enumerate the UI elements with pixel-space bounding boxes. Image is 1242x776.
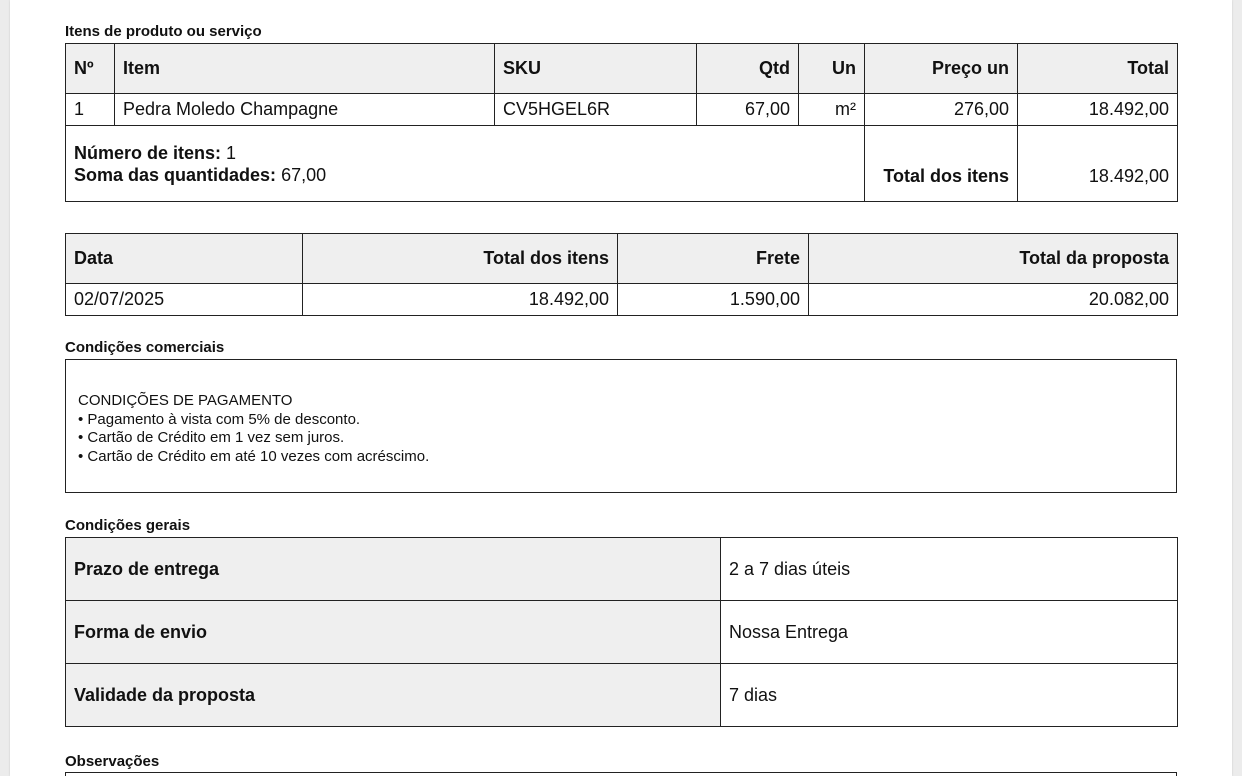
items-section-title: Itens de produto ou serviço	[65, 23, 262, 40]
cell-date: 02/07/2025	[66, 284, 303, 316]
items-header-row	[66, 44, 1178, 94]
table-row	[66, 284, 1178, 316]
sum-qty-label: Soma das quantidades:	[74, 164, 277, 185]
commercial-conditions-title: Condições comerciais	[65, 339, 225, 356]
delivery-time-value: 2 a 7 dias úteis	[721, 538, 1178, 601]
cell-freight: 1.590,00	[618, 284, 809, 316]
table-row	[66, 601, 1178, 664]
totals-header-row	[66, 234, 1178, 284]
sum-qty-value: 67,00	[281, 164, 327, 185]
observations-title: Observações	[65, 753, 160, 770]
col-header-date: Data	[66, 234, 303, 284]
col-header-proposal-total: Total da proposta	[809, 234, 1178, 284]
col-header-unit-price: Preço un	[865, 44, 1018, 94]
col-header-unit: Un	[799, 44, 865, 94]
commercial-conditions-box	[65, 359, 1177, 493]
proposal-validity-value: 7 dias	[721, 664, 1178, 727]
shipping-method-label: Forma de envio	[66, 601, 721, 664]
col-header-total: Total	[1018, 44, 1178, 94]
col-header-freight: Frete	[618, 234, 809, 284]
table-row	[66, 664, 1178, 727]
cell-item: Pedra Moledo Champagne	[115, 94, 495, 126]
items-total-label: Total dos itens	[865, 126, 1018, 202]
shipping-method-value: Nossa Entrega	[721, 601, 1178, 664]
totals-table	[65, 233, 1178, 316]
items-summary-row	[66, 126, 1178, 202]
col-header-items-total: Total dos itens	[303, 234, 618, 284]
num-items-label: Número de itens:	[74, 142, 222, 163]
col-header-number: Nº	[66, 44, 115, 94]
table-row	[66, 94, 1178, 126]
cell-unit-price: 276,00	[865, 94, 1018, 126]
condition-line: CONDIÇÕES DE PAGAMENTO	[78, 392, 293, 409]
table-row	[66, 538, 1178, 601]
cell-qty: 67,00	[697, 94, 799, 126]
document-page	[10, 0, 1232, 776]
col-header-sku: SKU	[495, 44, 697, 94]
condition-line: • Pagamento à vista com 5% de desconto.	[78, 410, 361, 428]
cell-unit: m²	[799, 94, 865, 126]
observations-box	[65, 772, 1177, 776]
general-conditions-table	[65, 537, 1178, 727]
cell-proposal-total: 20.082,00	[809, 284, 1178, 316]
items-total-value: 18.492,00	[1018, 126, 1178, 202]
general-conditions-title: Condições gerais	[65, 517, 191, 534]
num-items-value: 1	[226, 142, 237, 163]
cell-total: 18.492,00	[1018, 94, 1178, 126]
col-header-item: Item	[115, 44, 495, 94]
cell-number: 1	[66, 94, 115, 126]
condition-line: • Cartão de Crédito em até 10 vezes com acréscimo.	[78, 447, 430, 465]
proposal-validity-label: Validade da proposta	[66, 664, 721, 727]
col-header-qty: Qtd	[697, 44, 799, 94]
cell-items-total: 18.492,00	[303, 284, 618, 316]
items-summary	[66, 126, 865, 202]
cell-sku: CV5HGEL6R	[495, 94, 697, 126]
condition-line: • Cartão de Crédito em 1 vez sem juros.	[78, 429, 345, 446]
items-table	[65, 43, 1178, 202]
delivery-time-label: Prazo de entrega	[66, 538, 721, 601]
